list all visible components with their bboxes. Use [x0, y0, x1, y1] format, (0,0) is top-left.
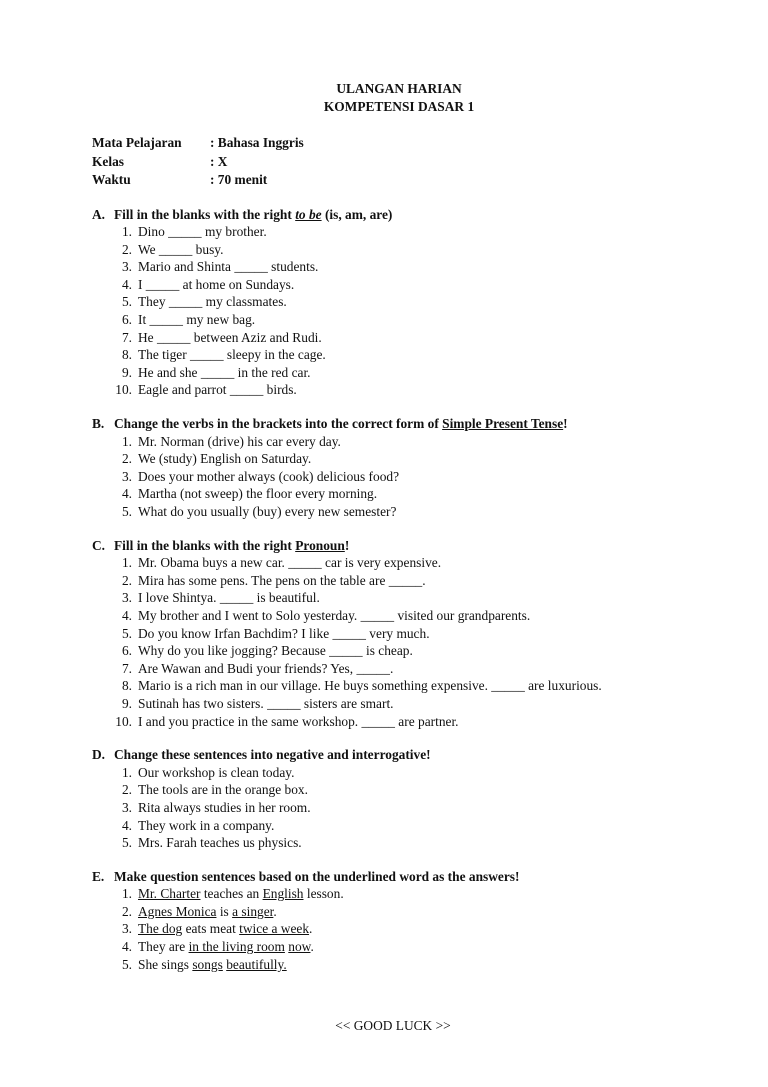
text-run: They work in a company.	[138, 817, 275, 833]
question-text	[138, 885, 344, 903]
question-item	[92, 781, 692, 799]
question-item	[92, 311, 692, 329]
question-item	[92, 450, 692, 468]
question-text	[138, 346, 326, 364]
question-item	[92, 258, 692, 276]
text-run: .	[309, 921, 313, 937]
question-item	[92, 938, 692, 956]
section-heading	[92, 415, 692, 433]
question-item	[92, 329, 692, 347]
text-run: We _____ busy.	[138, 241, 224, 257]
question-number: 2.	[121, 903, 132, 919]
text-run: The tiger _____ sleepy in the cage.	[138, 347, 326, 363]
question-text	[138, 433, 341, 451]
text-run: Martha (not sweep) the floor every morning.	[138, 486, 378, 502]
question-text	[138, 554, 441, 572]
question-number: 9.	[121, 695, 132, 711]
section-heading	[92, 206, 692, 224]
question-item	[92, 799, 692, 817]
text-run: lesson.	[303, 886, 344, 902]
question-text	[138, 781, 308, 799]
question-text	[138, 241, 223, 259]
text-run: They are	[138, 939, 189, 955]
meta-value: : X	[210, 153, 228, 169]
question-item	[92, 625, 692, 643]
text-run: !	[563, 416, 568, 432]
question-text	[138, 903, 277, 921]
question-number: 1.	[121, 555, 132, 571]
underlined-text: beautifully.	[226, 956, 287, 972]
question-text	[138, 223, 267, 241]
question-item	[92, 381, 692, 399]
question-item	[92, 293, 692, 311]
text-run: Mr. Norman (drive) his car every day.	[138, 433, 341, 449]
question-item	[92, 642, 692, 660]
question-number: 5.	[121, 835, 132, 851]
section-b	[92, 415, 692, 521]
worksheet-title	[106, 80, 692, 116]
question-number: 7.	[121, 329, 132, 345]
question-number: 3.	[121, 468, 132, 484]
underlined-text: Agnes Monica	[138, 903, 217, 919]
text-run: Sutinah has two sisters. _____ sisters are smart.	[138, 695, 394, 711]
question-text	[138, 625, 430, 643]
question-text	[138, 764, 294, 782]
underlined-text: The dog	[138, 921, 183, 937]
question-item	[92, 713, 692, 731]
meta-row-subject	[92, 134, 692, 153]
question-text	[138, 677, 602, 695]
meta-value: : Bahasa Inggris	[210, 135, 304, 150]
underlined-text: songs	[192, 956, 223, 972]
text-run: He and she _____ in the red car.	[138, 364, 311, 380]
text-run: He _____ between Aziz and Rudi.	[138, 329, 322, 345]
text-run: Dino _____ my brother.	[138, 224, 267, 240]
footer-good-luck: << GOOD LUCK >>	[335, 1018, 451, 1033]
section-heading	[92, 746, 692, 764]
text-run: I and you practice in the same workshop. _____ are partner.	[138, 713, 459, 729]
underlined-text: now	[288, 939, 311, 955]
question-text	[138, 713, 459, 731]
text-run: They _____ my classmates.	[138, 294, 287, 310]
question-text	[138, 485, 377, 503]
meta-label: Mata Pelajaran	[92, 135, 182, 150]
text-run: .	[310, 939, 314, 955]
question-number: 1.	[121, 433, 132, 449]
text-run: Are Wawan and Budi your friends? Yes, _____.	[138, 660, 394, 676]
question-text	[138, 258, 318, 276]
question-item	[92, 764, 692, 782]
question-item	[92, 589, 692, 607]
underlined-text: English	[262, 886, 304, 902]
section-e	[92, 868, 692, 974]
question-number: 2.	[121, 241, 132, 257]
question-number: 7.	[121, 660, 132, 676]
question-number: 4.	[121, 939, 132, 955]
text-run: .	[273, 903, 277, 919]
text-run: Fill in the blanks with the right	[114, 206, 296, 222]
text-run: Fill in the blanks with the right	[114, 537, 296, 553]
text-run: Make question sentences based on the underlined word as the answers!	[114, 868, 520, 884]
section-instruction	[114, 746, 431, 764]
underlined-text: Mr. Charter	[138, 886, 201, 902]
question-number: 5.	[121, 294, 132, 310]
section-letter: B.	[92, 416, 105, 432]
text-run: Mr. Obama buys a new car. _____ car is very expensive.	[138, 555, 442, 571]
section-c	[92, 537, 692, 731]
question-text	[138, 329, 322, 347]
underlined-text: Simple Present Tense	[442, 416, 564, 432]
title-line-2: KOMPETENSI DASAR 1	[323, 99, 475, 114]
section-letter: D.	[92, 747, 106, 763]
text-run: Mario is a rich man in our village. He buys something expensive. _____ are luxurious.	[138, 678, 602, 694]
text-run: Mrs. Farah teaches us physics.	[138, 835, 302, 851]
meta-label: Kelas	[92, 153, 124, 169]
text-run: It _____ my new bag.	[138, 312, 256, 328]
question-number: 9.	[121, 364, 132, 380]
meta-row-class	[92, 153, 692, 172]
question-list	[92, 764, 692, 852]
question-text	[138, 642, 413, 660]
question-number: 5.	[121, 504, 132, 519]
question-number: 1.	[121, 886, 132, 902]
text-run: What do you usually (buy) every new semester?	[138, 504, 397, 519]
question-text	[138, 920, 312, 938]
text-run: Change these sentences into negative and interrogative!	[114, 747, 431, 763]
question-item	[92, 276, 692, 294]
question-number: 10.	[115, 382, 132, 398]
question-number: 2.	[121, 782, 132, 798]
question-number: 2.	[121, 451, 132, 467]
section-heading	[92, 537, 692, 555]
question-item	[92, 660, 692, 678]
question-item	[92, 364, 692, 382]
section-instruction	[114, 537, 349, 555]
question-item	[92, 817, 692, 835]
question-item	[92, 223, 692, 241]
question-number: 8.	[121, 347, 132, 363]
question-item	[92, 468, 692, 486]
text-run: My brother and I went to Solo yesterday. _____ visited our grandparents.	[138, 607, 531, 623]
text-run: is	[216, 903, 233, 919]
underlined-text: a singer	[232, 903, 274, 919]
text-run: Eagle and parrot _____ birds.	[138, 382, 297, 398]
text-run: Why do you like jogging? Because _____ is cheap.	[138, 643, 413, 659]
question-text	[138, 503, 396, 521]
question-number: 3.	[121, 921, 132, 937]
question-item	[92, 695, 692, 713]
text-run: Mira has some pens. The pens on the table are _____.	[138, 572, 426, 588]
question-item	[92, 885, 692, 903]
question-list	[92, 885, 692, 973]
subject-info	[92, 134, 692, 190]
underlined-text: twice a week	[239, 921, 310, 937]
question-number: 3.	[121, 259, 132, 275]
question-number: 2.	[121, 572, 132, 588]
text-run: Does your mother always (cook) delicious food?	[138, 468, 400, 484]
title-line-1: ULANGAN HARIAN	[336, 81, 462, 96]
question-text	[138, 311, 255, 329]
text-run: !	[344, 537, 350, 553]
question-item	[92, 920, 692, 938]
question-text	[138, 834, 302, 852]
question-number: 8.	[121, 678, 132, 694]
question-number: 4.	[121, 486, 132, 502]
underlined-text: to be	[295, 206, 322, 222]
question-item	[92, 834, 692, 852]
text-run: The tools are in the orange box.	[138, 782, 308, 798]
question-text	[138, 817, 274, 835]
text-run: I love Shintya. _____ is beautiful.	[138, 590, 320, 606]
meta-label: Waktu	[92, 172, 131, 187]
meta-value: : 70 menit	[210, 172, 268, 187]
question-number: 6.	[121, 643, 132, 659]
section-instruction	[114, 206, 392, 224]
question-item	[92, 677, 692, 695]
section-letter: A.	[92, 206, 106, 222]
question-text	[138, 381, 297, 399]
question-number: 4.	[121, 607, 132, 623]
text-run: We (study) English on Saturday.	[138, 451, 312, 467]
section-d	[92, 746, 692, 852]
section-a	[92, 206, 692, 400]
text-run: Our workshop is clean today.	[138, 764, 295, 780]
question-text	[138, 660, 393, 678]
text-run: Mario and Shinta _____ students.	[138, 259, 319, 275]
question-item	[92, 903, 692, 921]
text-run: eats meat	[182, 921, 240, 937]
question-item	[92, 503, 692, 521]
underlined-text: in the living room	[188, 939, 285, 955]
question-text	[138, 607, 530, 625]
question-number: 1.	[121, 764, 132, 780]
question-text	[138, 695, 394, 713]
text-run: I _____ at home on Sundays.	[138, 276, 295, 292]
text-run: Rita always studies in her room.	[138, 799, 311, 815]
text-run: She sings	[138, 956, 193, 972]
underlined-text: Pronoun	[295, 537, 345, 553]
question-item	[92, 554, 692, 572]
question-number: 3.	[121, 590, 132, 606]
question-sections	[92, 206, 692, 974]
question-text	[138, 589, 320, 607]
question-text	[138, 364, 311, 382]
question-text	[138, 468, 399, 486]
question-item	[92, 956, 692, 974]
question-number: 5.	[121, 956, 132, 972]
question-number: 1.	[121, 224, 132, 240]
question-text	[138, 450, 311, 468]
question-number: 10.	[115, 713, 132, 729]
question-list	[92, 554, 692, 730]
question-number: 5.	[121, 625, 132, 641]
question-text	[138, 572, 426, 590]
text-run: Change the verbs in the brackets into the correct form of	[114, 416, 443, 432]
section-heading	[92, 868, 692, 886]
question-text	[138, 938, 314, 956]
meta-row-time	[92, 171, 692, 190]
question-item	[92, 346, 692, 364]
question-text	[138, 276, 294, 294]
question-text	[138, 956, 287, 974]
question-number: 3.	[121, 799, 132, 815]
question-number: 6.	[121, 312, 132, 328]
worksheet-page	[92, 80, 692, 973]
question-text	[138, 799, 311, 817]
question-number: 4.	[121, 276, 132, 292]
question-item	[92, 241, 692, 259]
question-item	[92, 572, 692, 590]
question-list	[92, 433, 692, 521]
section-letter: E.	[92, 868, 105, 884]
question-number: 4.	[121, 817, 132, 833]
question-item	[92, 433, 692, 451]
text-run: teaches an	[200, 886, 263, 902]
question-text	[138, 293, 287, 311]
text-run: Do you know Irfan Bachdim? I like _____ very much.	[138, 625, 430, 641]
question-list	[92, 223, 692, 399]
question-item	[92, 485, 692, 503]
section-instruction	[114, 868, 519, 886]
text-run: (is, am, are)	[321, 206, 393, 222]
question-item	[92, 607, 692, 625]
section-instruction	[114, 415, 568, 433]
section-letter: C.	[92, 537, 106, 553]
